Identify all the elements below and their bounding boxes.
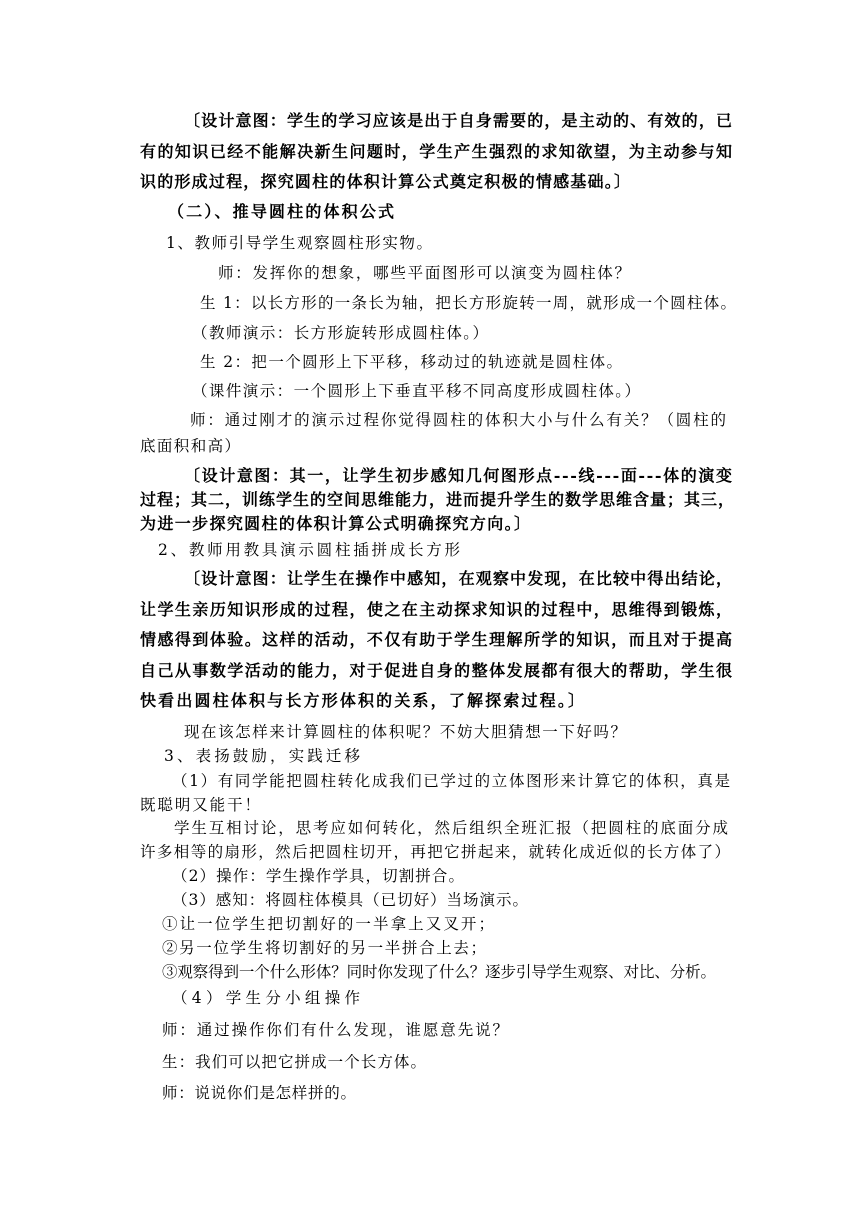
teacher-ask-findings: 师：通过操作你们有什么发现，谁愿意先说？ [162, 1021, 510, 1039]
substep-4: （4）学生分小组操作 [172, 989, 365, 1007]
substep-2: （2）操作：学生操作学具，切割拼合。 [172, 867, 466, 885]
design-intent-1-line-2: 有的知识已经不能解决新生问题时，学生产生强烈的求知欲望，为主动参与知 [140, 142, 734, 161]
demo-step-2: ②另一位学生将切割好的另一半拼合上去； [162, 939, 488, 957]
courseware-demo-note: （课件演示：一个圆形上下垂直平移不同高度形成圆柱体。） [192, 382, 642, 400]
substep-1-line-2: 既聪明又能干！ [140, 796, 262, 814]
design-intent-2-line-1: 〔设计意图：其一，让学生初步感知几何图形点---线---面---体的演变 [184, 466, 734, 485]
substep-3: （3）感知：将圆柱体模具（已切好）当场演示。 [172, 891, 529, 909]
design-intent-1-line-1: 〔设计意图：学生的学习应该是出于自身需要的，是主动的、有效的，已 [184, 111, 734, 130]
substep-1-line-1: （1）有同学能把圆柱转化成我们已学过的立体图形来计算它的体积，真是 [172, 772, 732, 790]
guess-prompt: 现在该怎样来计算圆柱的体积呢？不妨大胆猜想一下好吗？ [184, 723, 628, 741]
design-intent-3-line-5: 快看出圆柱体积与长方形体积的关系，了解探索过程。〕 [140, 691, 587, 710]
section-heading: （二）、推导圆柱的体积公式 [168, 202, 397, 221]
teacher-followup-line-1: 师：通过刚才的演示过程你觉得圆柱的体积大小与什么有关？（圆柱的 [190, 411, 728, 429]
step-3-heading: 3、表扬鼓励，实践迁移 [164, 747, 364, 765]
design-intent-2-line-3: 为进一步探究圆柱的体积计算公式明确探究方向。〕 [140, 514, 532, 533]
teacher-followup-line-2: 底面积和高） [140, 437, 242, 455]
design-intent-2-line-2: 过程；其二，训练学生的空间思维能力，进而提升学生的数学思维含量；其三， [140, 490, 735, 509]
step-1-heading: 1、教师引导学生观察圆柱形实物。 [166, 234, 434, 252]
discussion-line-2: 许多相等的扇形，然后把圆柱切开，再把它拼起来，就转化成近似的长方体了） [140, 843, 732, 861]
student-1-answer: 生 1：以长方形的一条长为轴，把长方形旋转一周，就形成一个圆柱体。 [200, 294, 738, 312]
teacher-demo-note: （教师演示：长方形旋转形成圆柱体。） [192, 324, 490, 342]
teacher-question: 师：发挥你的想象，哪些平面图形可以演变为圆柱体？ [218, 264, 632, 282]
demo-step-1: ①让一位学生把切割好的一半拿上又叉开； [162, 915, 497, 933]
design-intent-3-line-4: 自己从事数学活动的能力，对于促进自身的整体发展都有很大的帮助，学生很 [140, 661, 734, 680]
design-intent-1-line-3: 识的形成过程，探究圆柱的体积计算公式奠定积极的情感基础。〕 [140, 172, 632, 191]
student-2-answer: 生 2：把一个圆形上下平移，移动过的轨迹就是圆柱体。 [200, 353, 624, 371]
teacher-ask-how: 师：说说你们是怎样拼的。 [162, 1084, 357, 1102]
discussion-line-1: 学生互相讨论，思考应如何转化，然后组织全班汇报（把圆柱的底面分成 [174, 819, 730, 837]
design-intent-3-line-1: 〔设计意图：让学生在操作中感知，在观察中发现，在比较中得出结论， [184, 569, 734, 588]
student-reply: 生：我们可以把它拼成一个长方体。 [162, 1053, 428, 1071]
design-intent-3-line-3: 情感得到体验。这样的活动，不仅有助于学生理解所学的知识，而且对于提高 [140, 630, 734, 649]
demo-step-3: ③观察得到一个什么形体？同时你发现了什么？逐步引导学生观察、对比、分析。 [162, 963, 716, 981]
design-intent-3-line-2: 让学生亲历知识形成的过程，使之在主动探求知识的过程中，思维得到锻炼， [140, 600, 734, 619]
step-2-heading: 2、教师用教具演示圆柱插拼成长方形 [158, 541, 463, 559]
